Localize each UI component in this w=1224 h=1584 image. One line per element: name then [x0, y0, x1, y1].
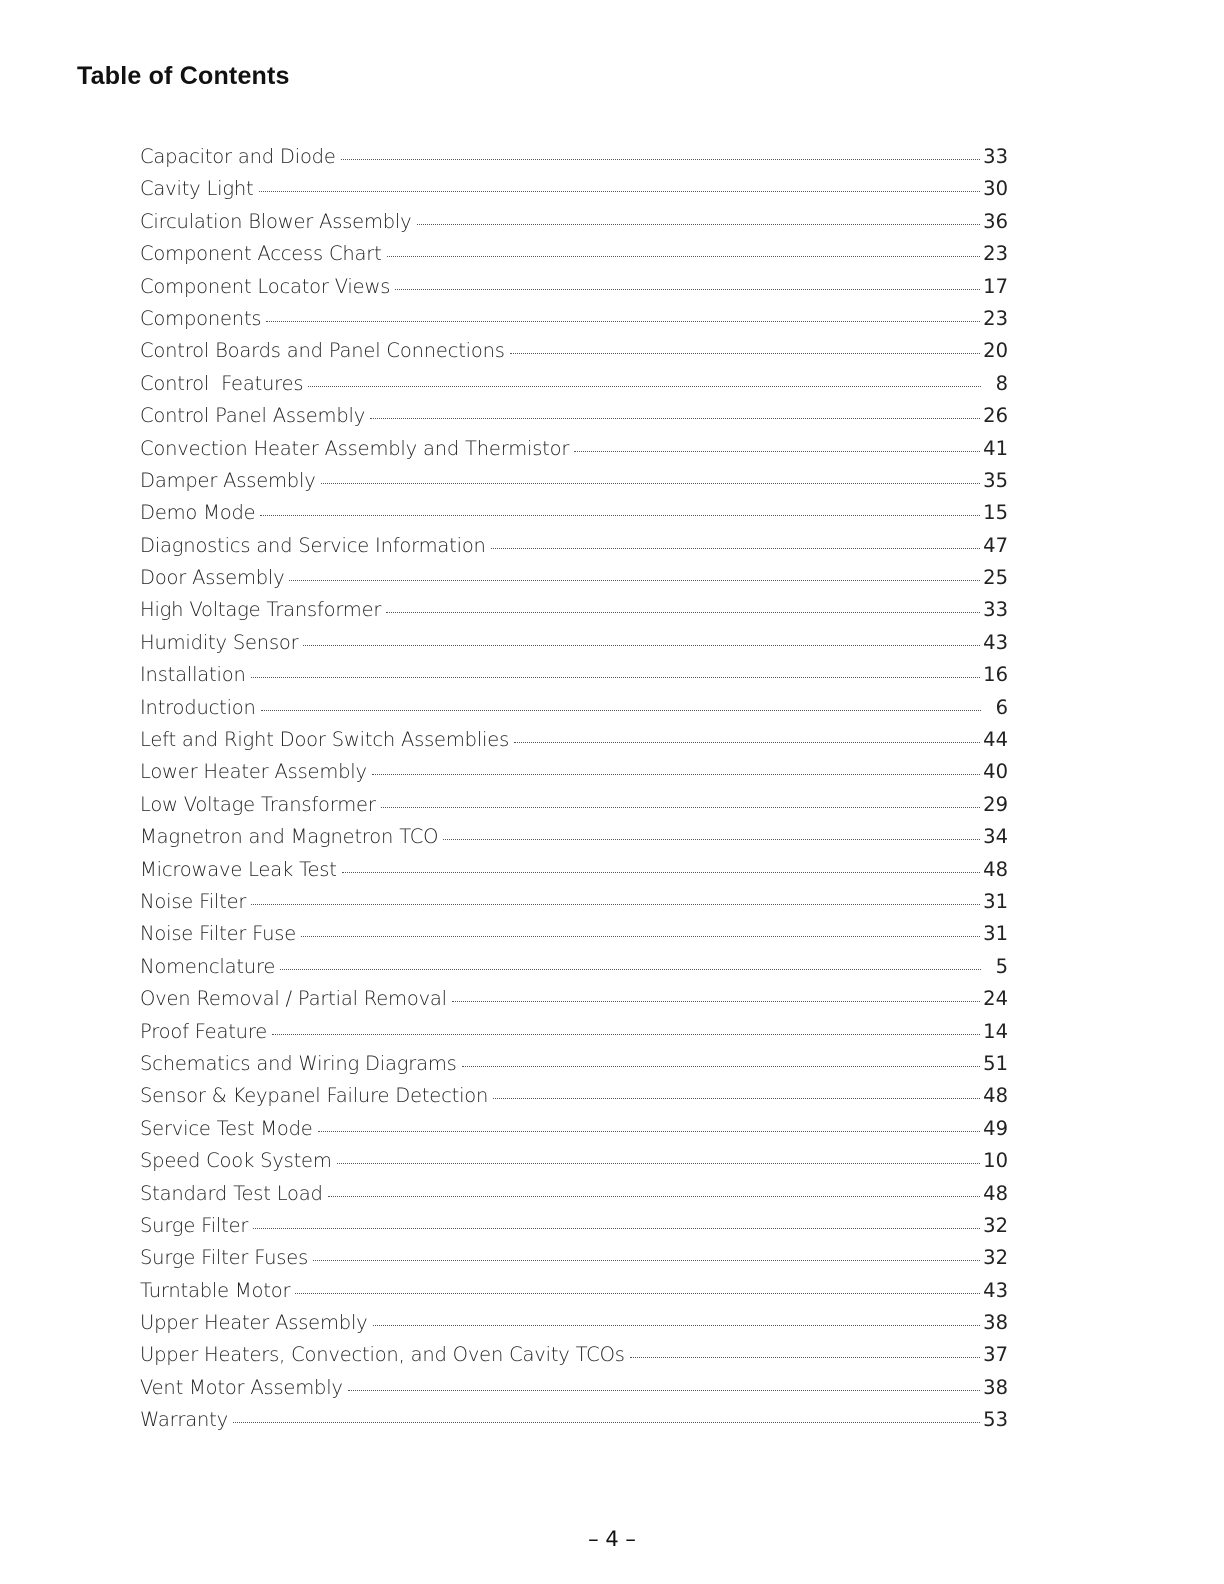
toc-entry-page-number: 8 [995, 371, 1008, 395]
dot-leader [491, 548, 980, 549]
toc-entry-label: Sensor & Keypanel Failure Detection [140, 1084, 489, 1108]
toc-entry[interactable] [140, 760, 1008, 792]
toc-entry[interactable] [140, 1343, 1008, 1375]
toc-entry-page-number: 15 [983, 501, 1008, 525]
toc-entry-page-number: 30 [983, 177, 1008, 201]
toc-entry-label: Diagnostics and Service Information [140, 533, 486, 557]
toc-entry-label: Left and Right Door Switch Assemblies [140, 728, 510, 752]
toc-entry-page-number: 6 [995, 695, 1008, 719]
dot-leader [370, 418, 980, 419]
dot-leader [266, 321, 980, 322]
dot-leader [452, 1001, 980, 1002]
dot-leader [253, 1228, 980, 1229]
toc-entry[interactable] [140, 631, 1008, 663]
dot-leader [328, 1196, 980, 1197]
toc-entry-page-number: 47 [983, 533, 1008, 557]
toc-entry-page-number: 35 [983, 468, 1008, 492]
toc-entry-page-number: 43 [983, 630, 1008, 654]
dot-leader [318, 1131, 981, 1132]
dot-leader [372, 774, 980, 775]
toc-entry[interactable] [140, 858, 1008, 890]
dot-leader [462, 1066, 981, 1067]
dot-leader [443, 839, 980, 840]
dot-leader [386, 612, 980, 613]
toc-entry[interactable] [140, 534, 1008, 566]
toc-entry-page-number: 53 [983, 1408, 1008, 1432]
toc-entry-label: Component Access Chart [140, 242, 382, 266]
toc-entry[interactable] [140, 1376, 1008, 1408]
table-of-contents [140, 145, 1008, 1441]
toc-entry-label: Control Panel Assembly [140, 404, 366, 428]
toc-entry[interactable] [140, 307, 1008, 339]
toc-entry-page-number: 26 [983, 404, 1008, 428]
toc-entry[interactable] [140, 955, 1008, 987]
toc-entry-label: Surge Filter [140, 1213, 249, 1237]
toc-entry-page-number: 17 [983, 274, 1008, 298]
dot-leader [630, 1357, 980, 1358]
dot-leader [510, 353, 980, 354]
toc-entry-page-number: 37 [983, 1343, 1008, 1367]
toc-entry[interactable] [140, 1182, 1008, 1214]
toc-entry[interactable] [140, 339, 1008, 371]
toc-entry-label: High Voltage Transformer [140, 598, 382, 622]
toc-entry[interactable] [140, 987, 1008, 1019]
toc-entry-page-number: 36 [983, 209, 1008, 233]
toc-entry-page-number: 14 [983, 1019, 1008, 1043]
toc-entry-label: Noise Filter [140, 889, 247, 913]
toc-entry-label: Magnetron and Magnetron TCO [140, 825, 439, 849]
toc-entry[interactable] [140, 469, 1008, 501]
toc-entry-label: Introduction [140, 695, 256, 719]
toc-entry-label: Oven Removal / Partial Removal [140, 987, 447, 1011]
dot-leader [342, 872, 980, 873]
toc-entry-page-number: 32 [983, 1246, 1008, 1270]
dot-leader [259, 191, 981, 192]
toc-entry-page-number: 40 [983, 760, 1008, 784]
toc-entry-page-number: 29 [983, 792, 1008, 816]
toc-entry[interactable] [140, 728, 1008, 760]
toc-entry-label: Humidity Sensor [140, 630, 299, 654]
toc-entry[interactable] [140, 177, 1008, 209]
toc-entry-page-number: 43 [983, 1278, 1008, 1302]
toc-entry-label: Capacitor and Diode [140, 145, 336, 168]
toc-entry-label: Installation [140, 663, 246, 687]
toc-entry-page-number: 48 [983, 1084, 1008, 1108]
toc-entry[interactable] [140, 825, 1008, 857]
dot-leader [251, 677, 981, 678]
toc-entry-page-number: 23 [983, 306, 1008, 330]
toc-entry-page-number: 24 [983, 987, 1008, 1011]
page-title: Table of Contents [77, 62, 290, 90]
dot-leader [514, 742, 980, 743]
toc-entry[interactable] [140, 1117, 1008, 1149]
toc-entry-page-number: 48 [983, 1181, 1008, 1205]
dot-leader [574, 451, 980, 452]
toc-entry[interactable] [140, 1408, 1008, 1440]
toc-entry-label: Standard Test Load [140, 1181, 323, 1205]
dot-leader [272, 1034, 980, 1035]
dot-leader [348, 1390, 980, 1391]
toc-entry[interactable] [140, 501, 1008, 533]
toc-entry[interactable] [140, 663, 1008, 695]
toc-entry[interactable] [140, 404, 1008, 436]
toc-entry[interactable] [140, 1084, 1008, 1116]
toc-entry-label: Lower Heater Assembly [140, 760, 367, 784]
toc-entry[interactable] [140, 372, 1008, 404]
dot-leader [295, 1293, 980, 1294]
toc-entry-label: Door Assembly [140, 566, 285, 590]
dot-leader [303, 645, 980, 646]
toc-entry-page-number: 48 [983, 857, 1008, 881]
toc-entry[interactable] [140, 1020, 1008, 1052]
toc-entry-label: Nomenclature [140, 954, 276, 978]
toc-entry[interactable] [140, 696, 1008, 728]
toc-entry-label: Control Boards and Panel Connections [140, 339, 505, 363]
dot-leader [260, 515, 980, 516]
toc-entry-page-number: 34 [983, 825, 1008, 849]
toc-entry-page-number: 31 [983, 889, 1008, 913]
toc-entry-label: Cavity Light [140, 177, 254, 201]
toc-entry-label: Upper Heaters, Convection, and Oven Cavity TCOs [140, 1343, 625, 1367]
toc-entry[interactable] [140, 1311, 1008, 1343]
toc-entry[interactable] [140, 1279, 1008, 1311]
toc-entry-label: Damper Assembly [140, 468, 316, 492]
toc-entry-label: Service Test Mode [140, 1116, 313, 1140]
toc-entry-label: Microwave Leak Test [140, 857, 337, 881]
toc-entry-page-number: 31 [983, 922, 1008, 946]
toc-entry[interactable] [140, 242, 1008, 274]
toc-entry-page-number: 10 [983, 1149, 1008, 1173]
toc-entry-page-number: 41 [983, 436, 1008, 460]
dot-leader [280, 969, 981, 970]
dot-leader [313, 1260, 980, 1261]
dot-leader [251, 904, 980, 905]
toc-entry-label: Components [140, 306, 262, 330]
toc-entry-label: Upper Heater Assembly [140, 1311, 368, 1335]
toc-entry-page-number: 16 [983, 663, 1008, 687]
dot-leader [417, 224, 981, 225]
toc-entry-label: Low Voltage Transformer [140, 792, 376, 816]
toc-entry-label: Turntable Motor [140, 1278, 291, 1302]
toc-entry[interactable] [140, 890, 1008, 922]
toc-entry[interactable] [140, 437, 1008, 469]
dot-leader [381, 807, 980, 808]
toc-entry-page-number: 38 [983, 1311, 1008, 1335]
toc-entry-page-number: 44 [983, 728, 1008, 752]
dot-leader [289, 580, 980, 581]
toc-entry[interactable] [140, 145, 1008, 177]
toc-entry[interactable] [140, 566, 1008, 598]
toc-entry[interactable] [140, 922, 1008, 954]
toc-entry[interactable] [140, 1214, 1008, 1246]
toc-entry-label: Noise Filter Fuse [140, 922, 297, 946]
toc-entry[interactable] [140, 1052, 1008, 1084]
toc-entry-label: Convection Heater Assembly and Thermistor [140, 436, 570, 460]
toc-entry-label: Surge Filter Fuses [140, 1246, 309, 1270]
toc-entry-page-number: 33 [983, 145, 1008, 168]
toc-entry-page-number: 33 [983, 598, 1008, 622]
dot-leader [387, 256, 981, 257]
toc-entry-label: Speed Cook System [140, 1149, 332, 1173]
dot-leader [308, 386, 981, 387]
toc-entry-label: Vent Motor Assembly [140, 1375, 343, 1399]
dot-leader [395, 289, 980, 290]
toc-entry-page-number: 25 [983, 566, 1008, 590]
toc-entry-page-number: 51 [983, 1051, 1008, 1075]
toc-entry-label: Component Locator Views [140, 274, 391, 298]
toc-entry-page-number: 49 [983, 1116, 1008, 1140]
toc-entry-page-number: 23 [983, 242, 1008, 266]
dot-leader [301, 936, 980, 937]
page-number: – 4 – [588, 1527, 636, 1551]
toc-entry[interactable] [140, 793, 1008, 825]
toc-entry-label: Warranty [140, 1408, 228, 1432]
toc-entry[interactable] [140, 210, 1008, 242]
dot-leader [261, 710, 981, 711]
toc-entry-label: Demo Mode [140, 501, 256, 525]
toc-entry-label: Schematics and Wiring Diagrams [140, 1051, 457, 1075]
toc-entry[interactable] [140, 275, 1008, 307]
dot-leader [321, 483, 981, 484]
toc-entry-page-number: 20 [983, 339, 1008, 363]
toc-entry[interactable] [140, 1246, 1008, 1278]
toc-entry-page-number: 38 [983, 1375, 1008, 1399]
dot-leader [337, 1163, 981, 1164]
toc-entry-label: Proof Feature [140, 1019, 268, 1043]
dot-leader [341, 159, 981, 160]
dot-leader [373, 1325, 981, 1326]
dot-leader [493, 1098, 980, 1099]
toc-entry-page-number: 5 [995, 954, 1008, 978]
toc-entry[interactable] [140, 598, 1008, 630]
dot-leader [233, 1422, 980, 1423]
toc-entry-label: Circulation Blower Assembly [140, 209, 412, 233]
toc-entry-label: Control Features [140, 371, 304, 395]
toc-entry-page-number: 32 [983, 1213, 1008, 1237]
toc-entry[interactable] [140, 1149, 1008, 1181]
